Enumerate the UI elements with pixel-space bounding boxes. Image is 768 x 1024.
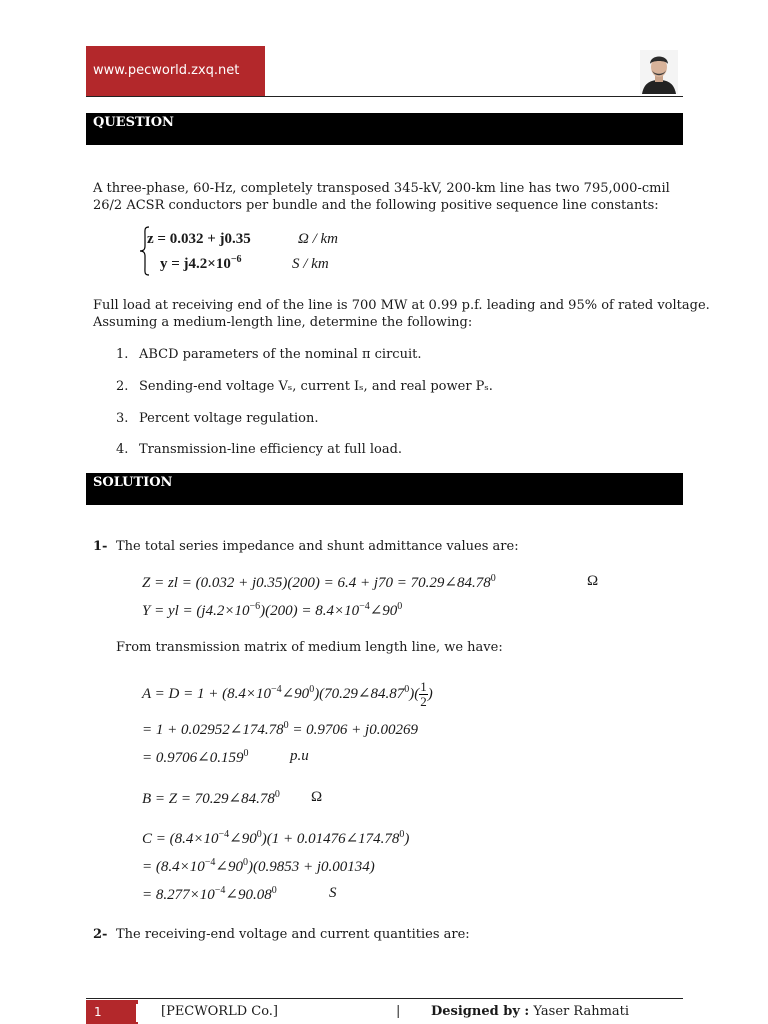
page-number: 1 [94, 1005, 102, 1019]
equation-z-total: Z = zl = $(0.032 + j0.35)(200) = 6.4 + j70 = 70.29\angle 84.78^0$ [142, 573, 496, 591]
step-2-text: The receiving-end voltage and current quantities are: [116, 927, 470, 942]
list-item-number: 3. [116, 411, 129, 426]
one-half-fraction: $\frac{1}{2}$ [420, 679, 427, 709]
equation-a-line-2: = $1 + 0.02952\angle 174.78^0 = 0.9706 + j0.00269$ [142, 720, 418, 738]
z-constant-unit: Ω / km [298, 231, 339, 247]
equation-b-unit: Ω [311, 789, 323, 805]
header-rule [86, 96, 683, 97]
solution-heading-bar [86, 473, 683, 505]
equation-c-unit: S [329, 885, 337, 901]
equation-z-unit: Ω [587, 573, 599, 589]
site-url-badge[interactable] [86, 46, 265, 96]
z-constant-expr: z = 0.032 + j0.35 [147, 231, 251, 247]
equation-b: $B = Z = 70.29\angle 84.78^0$ [142, 789, 280, 807]
site-url[interactable]: www.pecworld.zxq.net [93, 63, 240, 78]
page-number-badge [86, 1000, 138, 1024]
solution-heading: SOLUTION [93, 475, 173, 490]
y-constant-unit: S / km [292, 256, 329, 272]
footer-divider: | [396, 1004, 401, 1019]
matrix-intro-text: From transmission matrix of medium length line, we have: [116, 640, 503, 655]
step-1-number: 1- [93, 539, 108, 554]
y-constant-expr: $y = j4.2\times 10^{-6}$ [160, 254, 242, 272]
equation-a-unit: p.u [290, 748, 309, 764]
list-item-text: Sending-end voltage Vₛ, current Iₛ, and real power Pₛ. [139, 379, 493, 394]
list-item [116, 441, 128, 458]
list-item-number: 2. [116, 379, 129, 394]
question-intro-line-2: 26/2 ACSR conductors per bundle and the following positive sequence line constants: [93, 198, 659, 213]
equation-c-line-2: = $(8.4\times 10^{-4}\angle 90^0)(0.9853 + j0.00134)$ [142, 857, 375, 875]
designer-name: Yaser Rahmati [529, 1004, 630, 1019]
list-item-text: ABCD parameters of the nominal π circuit. [139, 347, 422, 362]
question-intro-line-1: A three-phase, 60-Hz, completely transposed 345-kV, 200-km line has two 795,000-cmil [93, 181, 670, 196]
equation-c-line-3: = $8.277\times 10^{-4}\angle 90.08^0$ [142, 885, 277, 903]
footer-company: [PECWORLD Co.] [161, 1004, 278, 1019]
equation-y-total: Y = yl = $(j4.2\times 10^{-6})(200)$ = $8.4\times 10^{-4}\angle 90^0$ [142, 601, 403, 619]
load-line-1: Full load at receiving end of the line is 700 MW at 0.99 p.f. leading and 95% of rated voltage. [93, 298, 710, 313]
list-item-number: 4. [116, 442, 129, 457]
step-2-number: 2- [93, 927, 108, 942]
page-badge-divider [136, 1004, 138, 1022]
list-item-number: 1. [116, 347, 129, 362]
step-1-text: The total series impedance and shunt admittance values are: [116, 539, 519, 554]
question-heading-bar [86, 113, 683, 145]
question-heading: QUESTION [93, 115, 174, 130]
equation-c-line-1: $C = (8.4\times 10^{-4}\angle 90^0)(1$ + $0.01476\angle 174.78^0$) [142, 829, 410, 847]
footer-rule [86, 998, 683, 999]
list-item [116, 410, 128, 427]
load-line-2: Assuming a medium-length line, determine the following: [93, 315, 473, 330]
equation-a-line-1: $A = D = 1 + (8.4\times 10^{-4}\angle 90^0)(70.29\angle 84.87^0)$( $\frac{1}{2}$ ) [142, 679, 433, 709]
list-item [116, 378, 128, 395]
list-item-text: Percent voltage regulation. [139, 411, 319, 426]
footer-designed-by [431, 1004, 629, 1019]
list-item-text: Transmission-line efficiency at full load. [139, 442, 403, 457]
equation-a-line-3: = $0.9706\angle 0.159^0$ [142, 748, 249, 766]
list-item [116, 346, 128, 363]
person-photo-icon [640, 50, 678, 94]
designed-by-label: Designed by : [431, 1004, 530, 1019]
